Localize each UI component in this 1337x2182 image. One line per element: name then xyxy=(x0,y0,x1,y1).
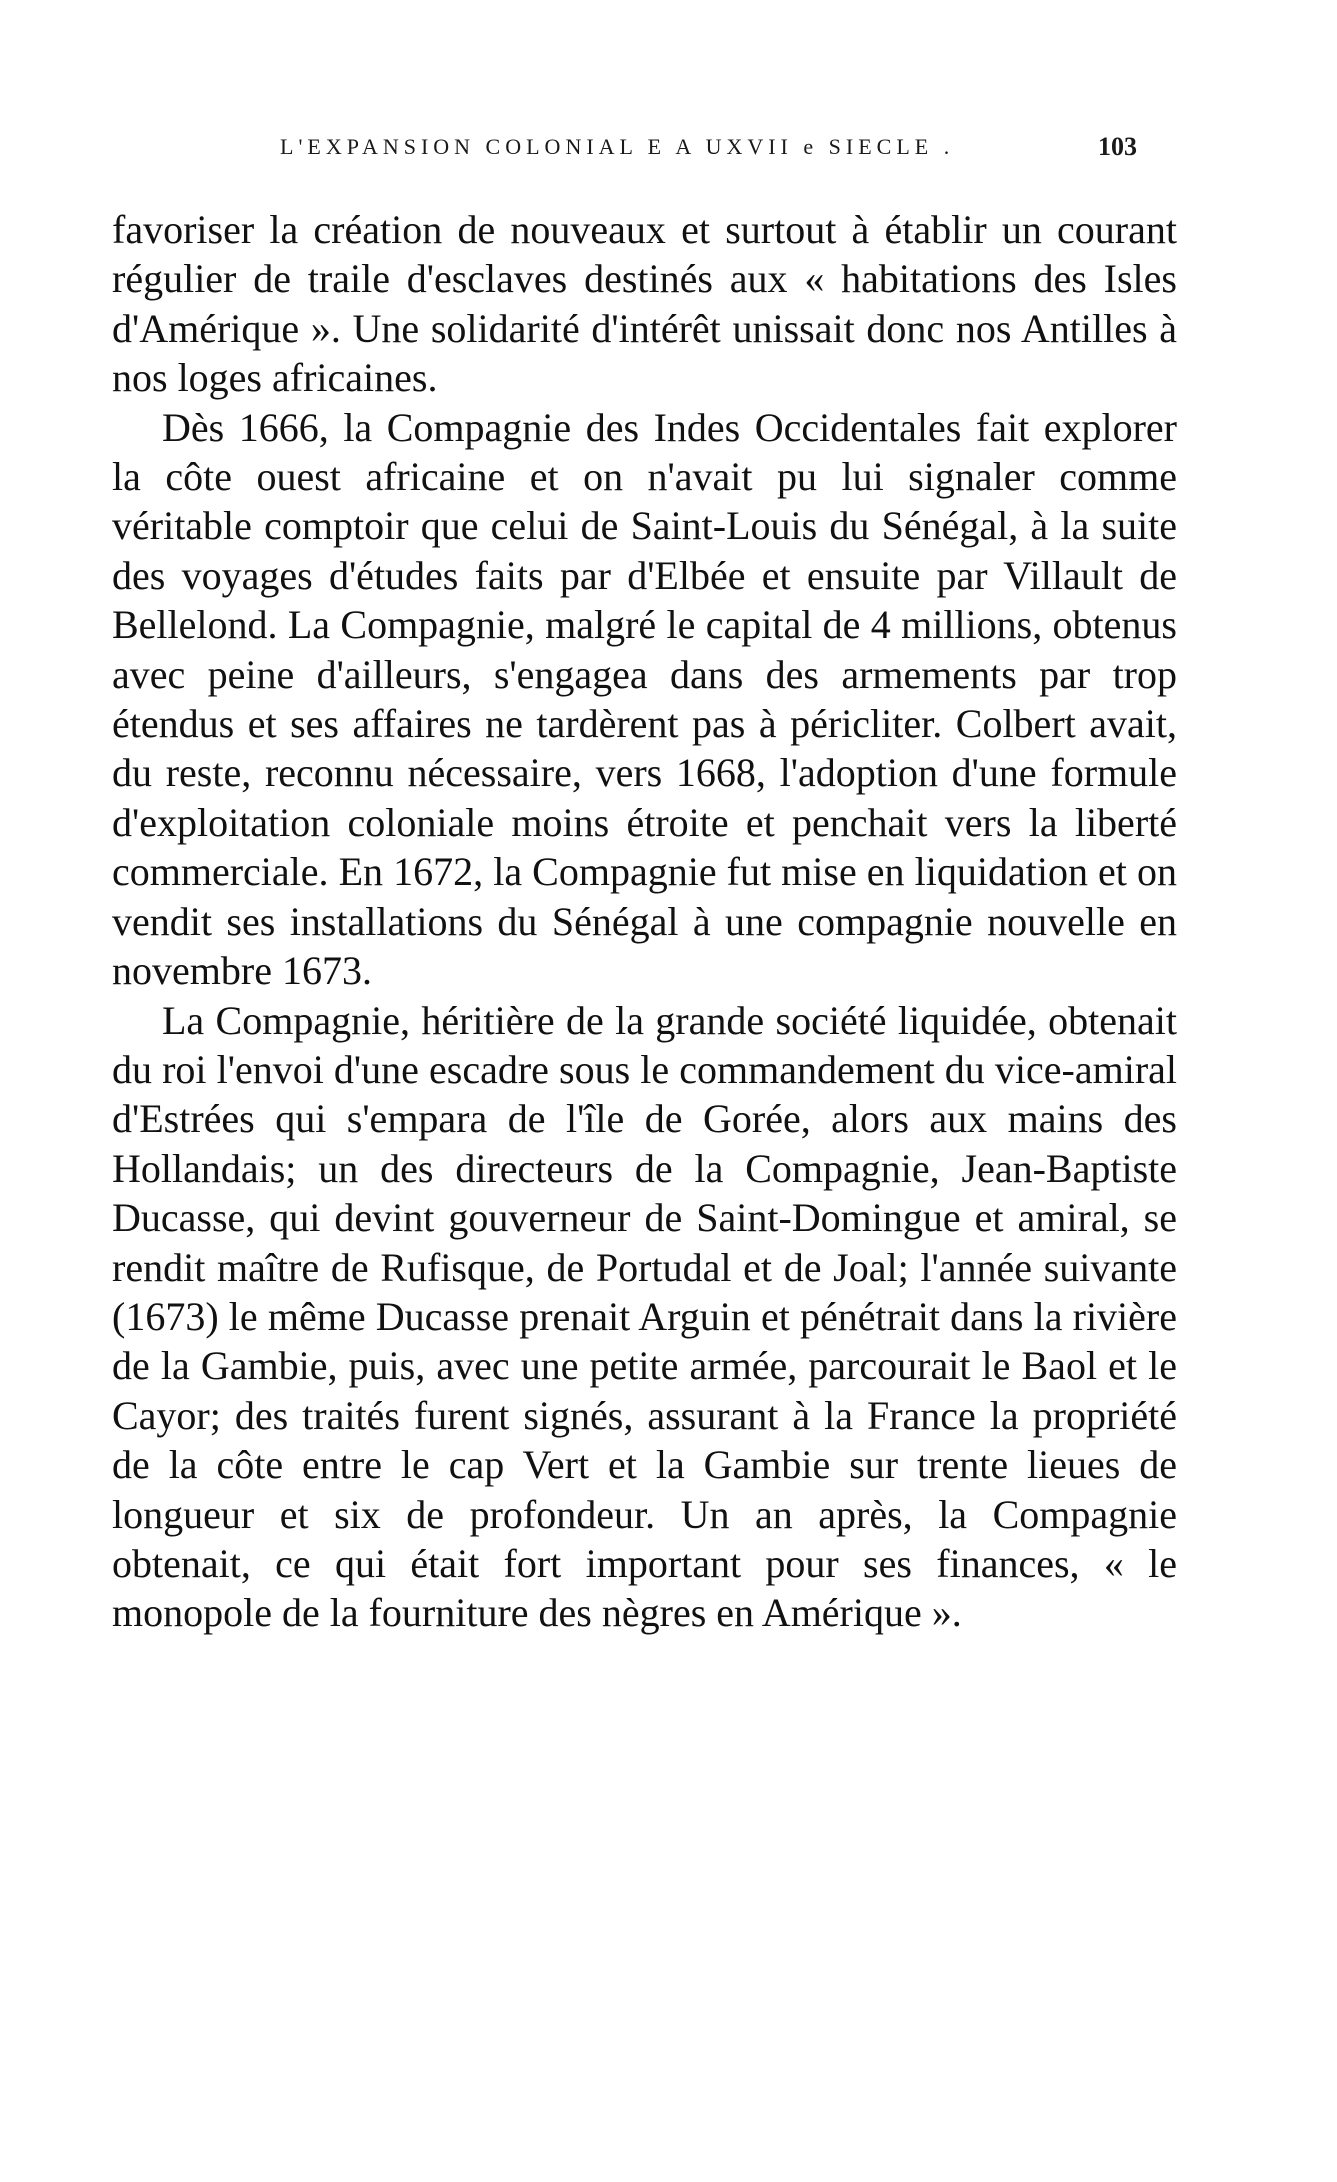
paragraph-2: Dès 1666, la Compagnie des Indes Occidentales fait explorer la côte ouest africaine et on n'avait pu lui signaler comme véritable comptoir que celui de Saint-Louis du Sénégal, à la suite des voyages d'études faits par d'Elbée et ensuite par Villault de Bellelond. La Compagnie, malgré le capital de 4 millions, obtenus avec peine d'ailleurs, s'engagea dans des armements par trop étendus et ses affaires ne tardèrent pas à péricliter. Colbert avait, du reste, reconnu nécessaire, vers 1668, l'adoption d'une formule d'exploitation coloniale moins étroite et penchait vers la liberté commerciale. En 1672, la Compagnie fut mise en liquidation et on vendit ses installations du Sénégal à une compagnie nouvelle en novembre 1673. xyxy=(112,404,1177,994)
paragraph-1: favoriser la création de nouveaux et surtout à établir un courant régulier de traile d'esclaves destinés aux « habitations des Isles d'Amérique ». Une solidarité d'intérêt unissait donc nos Antilles à nos loges africaines. xyxy=(112,207,1177,401)
body-text xyxy=(112,205,1177,1638)
paragraph-3: La Compagnie, héritière de la grande société liquidée, obtenait du roi l'envoi d'une escadre sous le commandement du vice-amiral d'Estrées qui s'empara de l'île de Gorée, alors aux mains des Hollandais; un des directeurs de la Compagnie, Jean-Baptiste Ducasse, qui devint gouverneur de Saint-Domingue et amiral, se rendit maître de Rufisque, de Portudal et de Joal; l'année suivante (1673) le même Ducasse prenait Arguin et pénétrait dans la rivière de la Gambie, puis, avec une petite armée, parcourait le Baol et le Cayor; des traités furent signés, assurant à la France la propriété de la côte entre le cap Vert et la Gambie sur trente lieues de longueur et six de profondeur. Un an après, la Compagnie obtenait, ce qui était fort important pour ses finances, « le monopole de la fourniture des nègres en Amérique ». xyxy=(112,997,1177,1636)
page-number: 103 xyxy=(1098,132,1137,161)
running-header: L'EXPANSION COLONIAL E A UXVII e SIECLE . xyxy=(280,134,955,159)
